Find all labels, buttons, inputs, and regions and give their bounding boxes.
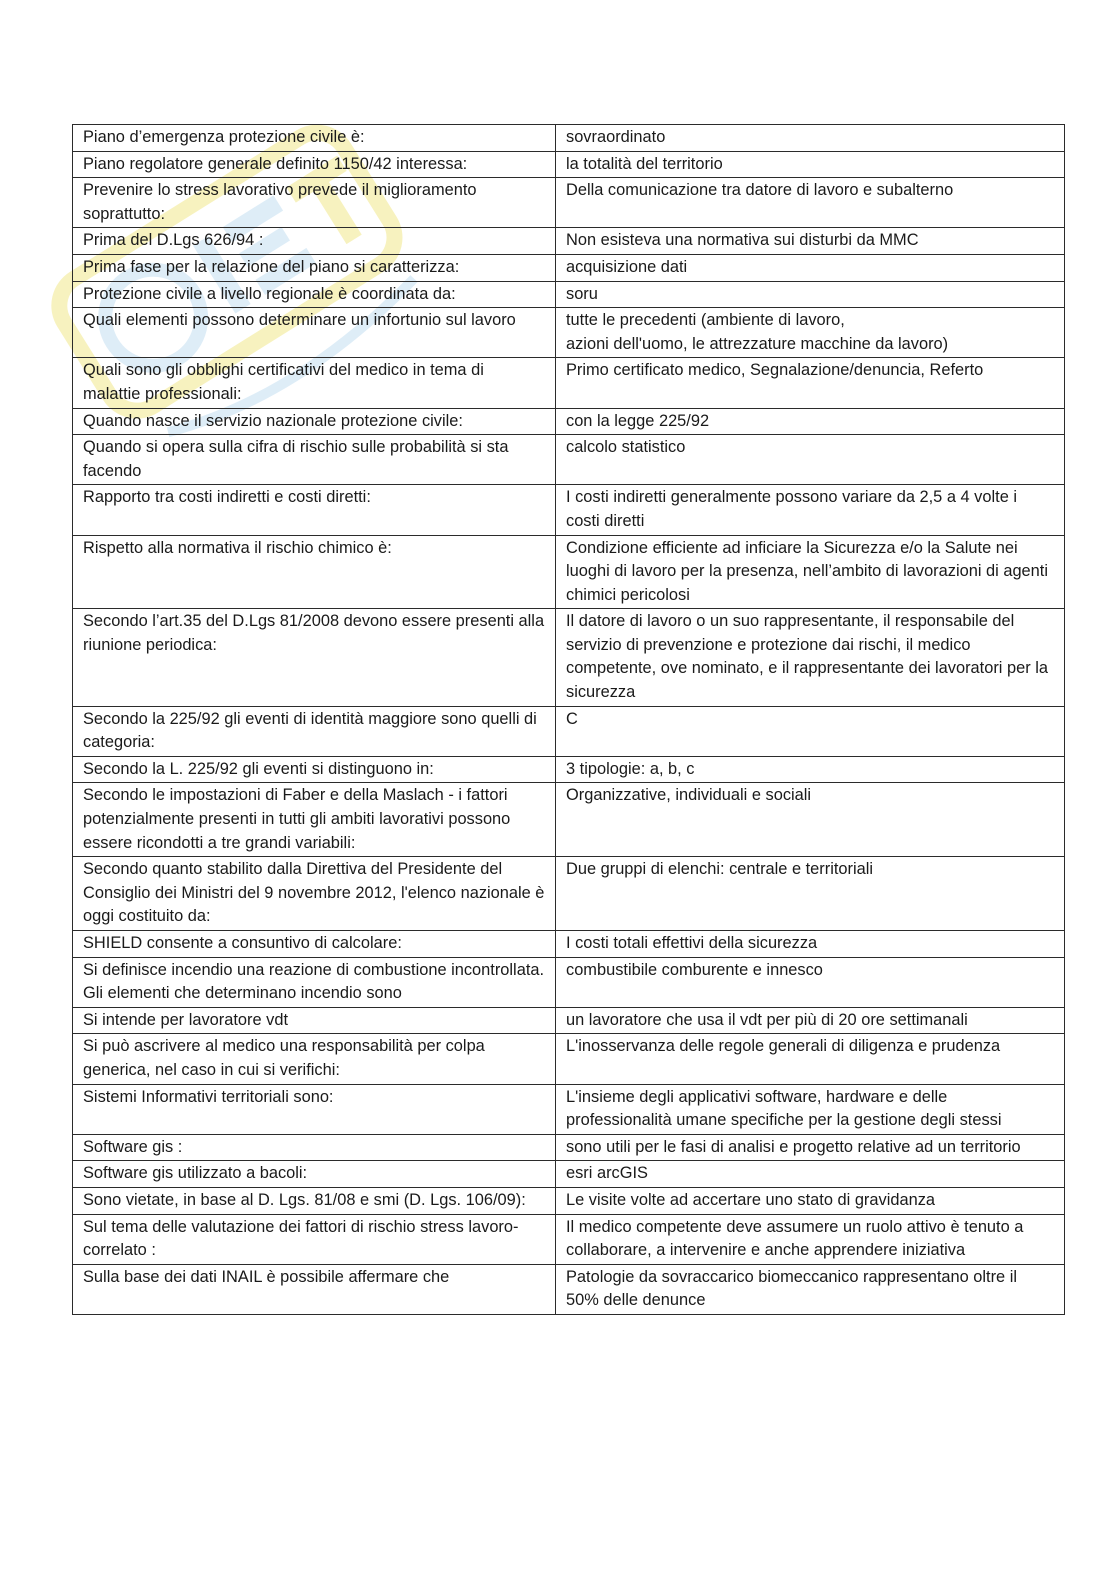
answer-cell: combustibile comburente e innesco — [556, 957, 1065, 1007]
answer-cell: C — [556, 706, 1065, 756]
table-row — [73, 1214, 1065, 1264]
question-cell: Sono vietate, in base al D. Lgs. 81/08 e smi (D. Lgs. 106/09): — [73, 1187, 556, 1214]
question-cell: Secondo la L. 225/92 gli eventi si distinguono in: — [73, 756, 556, 783]
answer-cell: Condizione efficiente ad inficiare la Sicurezza e/o la Salute nei luoghi di lavoro per la presenza, nell’ambito di lavorazioni di agenti chimici pericolosi — [556, 535, 1065, 609]
question-cell: Secondo l’art.35 del D.Lgs 81/2008 devono essere presenti alla riunione periodica: — [73, 609, 556, 706]
question-cell: Si intende per lavoratore vdt — [73, 1007, 556, 1034]
answer-cell: I costi totali effettivi della sicurezza — [556, 931, 1065, 958]
question-cell: Quali sono gli obblighi certificativi del medico in tema di malattie professionali: — [73, 358, 556, 408]
answer-cell: Le visite volte ad accertare uno stato di gravidanza — [556, 1187, 1065, 1214]
question-cell: Software gis utilizzato a bacoli: — [73, 1161, 556, 1188]
answer-cell: Organizzative, individuali e sociali — [556, 783, 1065, 857]
table-row — [73, 151, 1065, 178]
table-row — [73, 857, 1065, 931]
qa-table-body — [73, 125, 1065, 1315]
table-row — [73, 254, 1065, 281]
answer-cell: esri arcGIS — [556, 1161, 1065, 1188]
table-row — [73, 706, 1065, 756]
table-row — [73, 228, 1065, 255]
table-row — [73, 931, 1065, 958]
answer-cell: la totalità del territorio — [556, 151, 1065, 178]
table-row — [73, 358, 1065, 408]
question-cell: Rispetto alla normativa il rischio chimico è: — [73, 535, 556, 609]
table-row — [73, 178, 1065, 228]
answer-cell: L'inosservanza delle regole generali di diligenza e prudenza — [556, 1034, 1065, 1084]
table-row — [73, 281, 1065, 308]
table-row — [73, 125, 1065, 152]
qa-table — [72, 124, 1065, 1315]
question-cell: Prevenire lo stress lavorativo prevede il miglioramento soprattutto: — [73, 178, 556, 228]
question-cell: Quali elementi possono determinare un infortunio sul lavoro — [73, 308, 556, 358]
table-row — [73, 1084, 1065, 1134]
answer-cell: tutte le precedenti (ambiente di lavoro, azioni dell'uomo, le attrezzature macchine da lavoro) — [556, 308, 1065, 358]
answer-cell: sono utili per le fasi di analisi e progetto relative ad un territorio — [556, 1134, 1065, 1161]
answer-cell: soru — [556, 281, 1065, 308]
question-cell: Secondo quanto stabilito dalla Direttiva del Presidente del Consiglio dei Ministri del 9 novembre 2012, l'elenco nazionale è oggi costituito da: — [73, 857, 556, 931]
answer-cell: Il medico competente deve assumere un ruolo attivo è tenuto a collaborare, a intervenire e anche apprendere iniziativa — [556, 1214, 1065, 1264]
table-row — [73, 485, 1065, 535]
question-cell: Secondo le impostazioni di Faber e della Maslach - i fattori potenzialmente presenti in tutti gli ambiti lavorativi possono essere ricondotti a tre grandi variabili: — [73, 783, 556, 857]
question-cell: Rapporto tra costi indiretti e costi diretti: — [73, 485, 556, 535]
answer-cell: L'insieme degli applicativi software, hardware e delle professionalità umane specifiche per la gestione degli stessi — [556, 1084, 1065, 1134]
question-cell: Software gis : — [73, 1134, 556, 1161]
question-cell: Prima fase per la relazione del piano si caratterizza: — [73, 254, 556, 281]
table-row — [73, 609, 1065, 706]
question-cell: Sulla base dei dati INAIL è possibile affermare che — [73, 1264, 556, 1314]
answer-cell: un lavoratore che usa il vdt per più di 20 ore settimanali — [556, 1007, 1065, 1034]
table-row — [73, 783, 1065, 857]
table-row — [73, 408, 1065, 435]
question-cell: Quando nasce il servizio nazionale protezione civile: — [73, 408, 556, 435]
table-row — [73, 1161, 1065, 1188]
question-cell: Secondo la 225/92 gli eventi di identità maggiore sono quelli di categoria: — [73, 706, 556, 756]
answer-cell: Il datore di lavoro o un suo rappresentante, il responsabile del servizio di prevenzione e protezione dai rischi, il medico competente, ove nominato, e il rappresentante dei lavoratori per la sicurezza — [556, 609, 1065, 706]
table-row — [73, 1134, 1065, 1161]
question-cell: Quando si opera sulla cifra di rischio sulle probabilità si sta facendo — [73, 435, 556, 485]
answer-cell: acquisizione dati — [556, 254, 1065, 281]
answer-cell: sovraordinato — [556, 125, 1065, 152]
table-row — [73, 535, 1065, 609]
answer-cell: Non esisteva una normativa sui disturbi da MMC — [556, 228, 1065, 255]
answer-cell: Due gruppi di elenchi: centrale e territoriali — [556, 857, 1065, 931]
question-cell: Sul tema delle valutazione dei fattori di rischio stress lavoro-correlato : — [73, 1214, 556, 1264]
table-row — [73, 1007, 1065, 1034]
question-cell: SHIELD consente a consuntivo di calcolare: — [73, 931, 556, 958]
question-cell: Sistemi Informativi territoriali sono: — [73, 1084, 556, 1134]
question-cell: Prima del D.Lgs 626/94 : — [73, 228, 556, 255]
table-row — [73, 957, 1065, 1007]
question-cell: Piano d’emergenza protezione civile è: — [73, 125, 556, 152]
table-row — [73, 435, 1065, 485]
question-cell: Protezione civile a livello regionale è coordinata da: — [73, 281, 556, 308]
answer-cell: 3 tipologie: a, b, c — [556, 756, 1065, 783]
answer-cell: con la legge 225/92 — [556, 408, 1065, 435]
answer-cell: Della comunicazione tra datore di lavoro e subalterno — [556, 178, 1065, 228]
answer-cell: Primo certificato medico, Segnalazione/denuncia, Referto — [556, 358, 1065, 408]
question-cell: Si definisce incendio una reazione di combustione incontrollata. Gli elementi che determinano incendio sono — [73, 957, 556, 1007]
table-row — [73, 1264, 1065, 1314]
table-row — [73, 308, 1065, 358]
table-row — [73, 1034, 1065, 1084]
table-row — [73, 756, 1065, 783]
answer-cell: calcolo statistico — [556, 435, 1065, 485]
question-cell: Piano regolatore generale definito 1150/42 interessa: — [73, 151, 556, 178]
table-row — [73, 1187, 1065, 1214]
question-cell: Si può ascrivere al medico una responsabilità per colpa generica, nel caso in cui si verifichi: — [73, 1034, 556, 1084]
answer-cell: I costi indiretti generalmente possono variare da 2,5 a 4 volte i costi diretti — [556, 485, 1065, 535]
answer-cell: Patologie da sovraccarico biomeccanico rappresentano oltre il 50% delle denunce — [556, 1264, 1065, 1314]
